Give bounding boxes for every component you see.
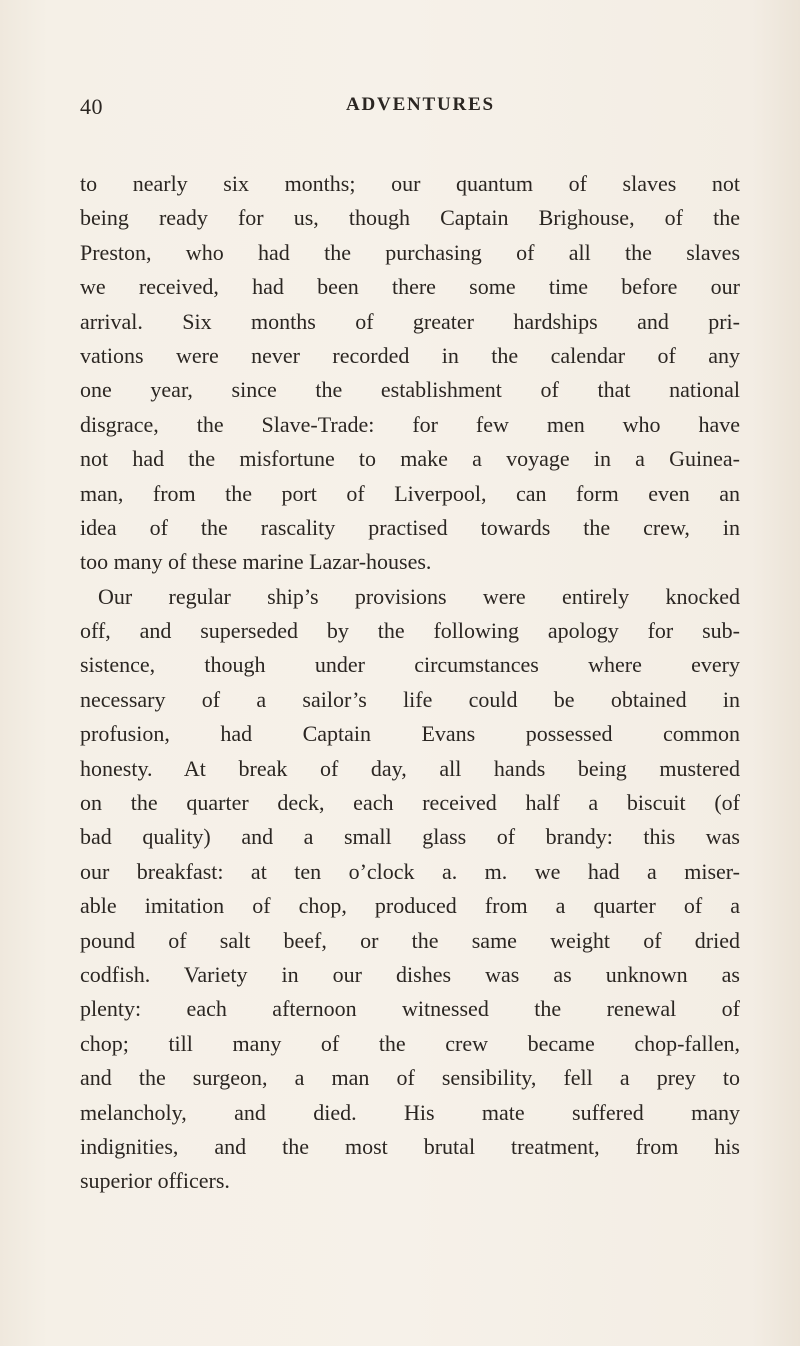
paragraph-end-line: too many of these marine Lazar-houses. xyxy=(80,549,432,575)
text-line: idea of the rascality practised towards the crew, in xyxy=(80,514,740,540)
text-line: bad quality) and a small glass of brandy: this was xyxy=(80,824,740,850)
text-line: indignities, and the most brutal treatment, from his xyxy=(80,1133,740,1159)
body-text xyxy=(80,167,740,1199)
text-line: pound of salt beef, or the same weight of dried xyxy=(80,927,740,953)
text-line: our breakfast: at ten o’clock a. m. we had a miser- xyxy=(80,858,740,884)
text-line: Preston, who had the purchasing of all the slaves xyxy=(80,239,740,265)
text-line: to nearly six months; our quantum of slaves not xyxy=(80,171,740,196)
text-line: not had the misfortune to make a voyage in a Guinea- xyxy=(80,446,740,472)
text-line: man, from the port of Liverpool, can form even an xyxy=(80,480,740,506)
text-line: off, and superseded by the following apology for sub- xyxy=(80,618,740,644)
text-line: profusion, had Captain Evans possessed common xyxy=(80,721,740,747)
text-line: honesty. At break of day, all hands being mustered xyxy=(80,755,740,781)
text-line: we received, had been there some time before our xyxy=(80,274,740,300)
text-line: codfish. Variety in our dishes was as unknown as xyxy=(80,961,740,987)
running-head xyxy=(80,94,720,124)
running-title: ADVENTURES xyxy=(346,94,495,115)
text-line: plenty: each afternoon witnessed the renewal of xyxy=(80,996,740,1022)
text-line: melancholy, and died. His mate suffered many xyxy=(80,1099,740,1125)
text-line: sistence, though under circumstances where every xyxy=(80,652,740,678)
paragraph-start-line: Our regular ship’s provisions were entirely knocked xyxy=(98,583,740,609)
text-line: vations were never recorded in the calendar of any xyxy=(80,342,740,368)
text-line: able imitation of chop, produced from a quarter of a xyxy=(80,893,740,919)
text-line: chop; till many of the crew became chop-fallen, xyxy=(80,1030,740,1056)
text-line: necessary of a sailor’s life could be obtained in xyxy=(80,686,740,712)
text-line: being ready for us, though Captain Brighouse, of the xyxy=(80,205,740,231)
text-line: one year, since the establishment of that national xyxy=(80,377,740,403)
page-number: 40 xyxy=(80,94,103,119)
text-line: disgrace, the Slave-Trade: for few men who have xyxy=(80,411,740,437)
paragraph-end-line: superior officers. xyxy=(80,1168,230,1194)
text-line: arrival. Six months of greater hardships and pri- xyxy=(80,308,740,334)
text-line: on the quarter deck, each received half a biscuit (of xyxy=(80,790,740,816)
text-line: and the surgeon, a man of sensibility, fell a prey to xyxy=(80,1065,740,1091)
